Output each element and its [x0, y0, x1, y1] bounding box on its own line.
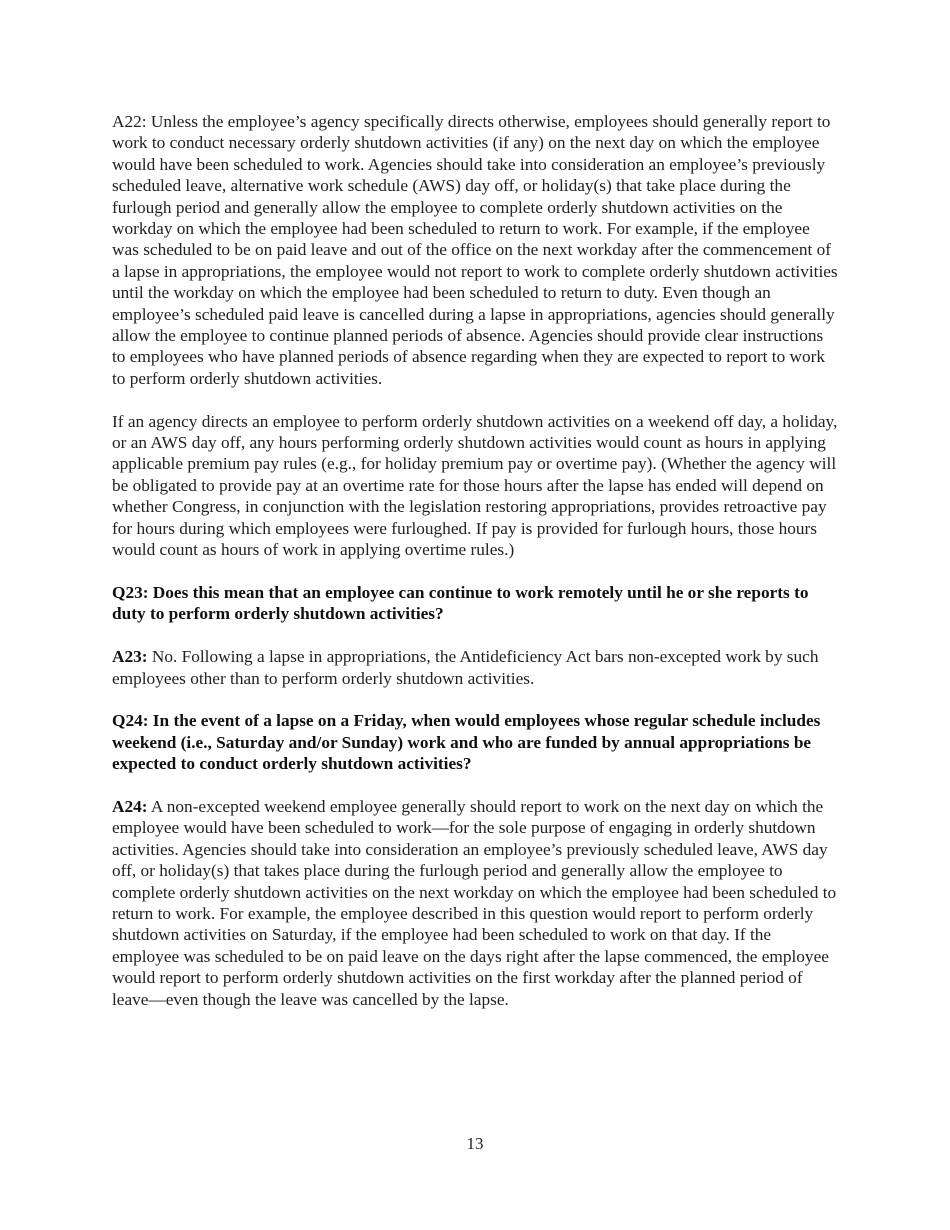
answer-a22-paragraph-2: If an agency directs an employee to perform orderly shutdown activities on a weekend off day, a holiday, or an AWS day off, any hours performing orderly shutdown activities would count as hours in applying applicable premium pay rules (e.g., for holiday premium pay or overtime pay). (Whether the agency will be obligated to provide pay at an overtime rate for those hours after the lapse has ended will depend on whether Congress, in conjunction with the legislation restoring appropriations, provides retroactive pay for hours during which employees were furloughed. If pay is provided for furlough hours, those hours would count as hours of work in applying overtime rules.)	[112, 411, 838, 560]
answer-a24	[112, 796, 840, 1010]
question-q24: Q24: In the event of a lapse on a Friday, when would employees whose regular schedule includes weekend (i.e., Saturday and/or Sunday) work and who are funded by annual appropriations be expected to conduct orderly shutdown activities?	[112, 711, 821, 774]
answer-a22-paragraph-1: A22: Unless the employee’s agency specifically directs otherwise, employees should generally report to work to conduct necessary orderly shutdown activities (if any) on the next day on which the employee would have been scheduled to work. Agencies should take into consideration an employee’s previously scheduled leave, alternative work schedule (AWS) day off, or holiday(s) that take place during the furlough period and generally allow the employee to complete orderly shutdown activities on the workday on which the employee had been scheduled to return to work. For example, if the employee was scheduled to be on paid leave and out of the office on the next workday after the commencement of a lapse in appropriations, the employee would not report to work to complete orderly shutdown activities until the workday on which the employee had been scheduled to return to duty. Even though an employee’s scheduled paid leave is cancelled during a lapse in appropriations, agencies should generally allow the employee to continue planned periods of absence. Agencies should provide clear instructions to employees who have planned periods of absence regarding when they are expected to report to work to perform orderly shutdown activities.	[112, 112, 838, 388]
question-q23: Q23: Does this mean that an employee can continue to work remotely until he or she reports to duty to perform orderly shutdown activities?	[112, 582, 809, 624]
answer-a23-label: A23:	[112, 647, 148, 667]
answer-a24-label: A24:	[112, 796, 148, 816]
answer-a23	[112, 646, 840, 689]
answer-a24-text: A non-excepted weekend employee generally should report to work on the next day on which the employee would have been scheduled to work—for the sole purpose of engaging in orderly shutdown activities. Agencies should take into consideration an employee’s previously scheduled leave, AWS day off, or holiday(s) that takes place during the furlough period and generally allow the employee to complete orderly shutdown activities on the next workday on which the employee had been scheduled to return to work. For example, the employee described in this question would report to perform orderly shutdown activities on Saturday, if the employee had been scheduled to work on that day. If the employee was scheduled to be on paid leave on the days right after the lapse commenced, the employee would report to perform orderly shutdown activities on the first workday after the planned period of leave—even though the leave was cancelled by the lapse.	[112, 796, 837, 1009]
page-number: 13	[466, 1134, 484, 1153]
answer-a23-text: No. Following a lapse in appropriations, the Antideficiency Act bars non-excepted work by such employees other than to perform orderly shutdown activities.	[112, 647, 819, 688]
document-page	[112, 111, 840, 1010]
